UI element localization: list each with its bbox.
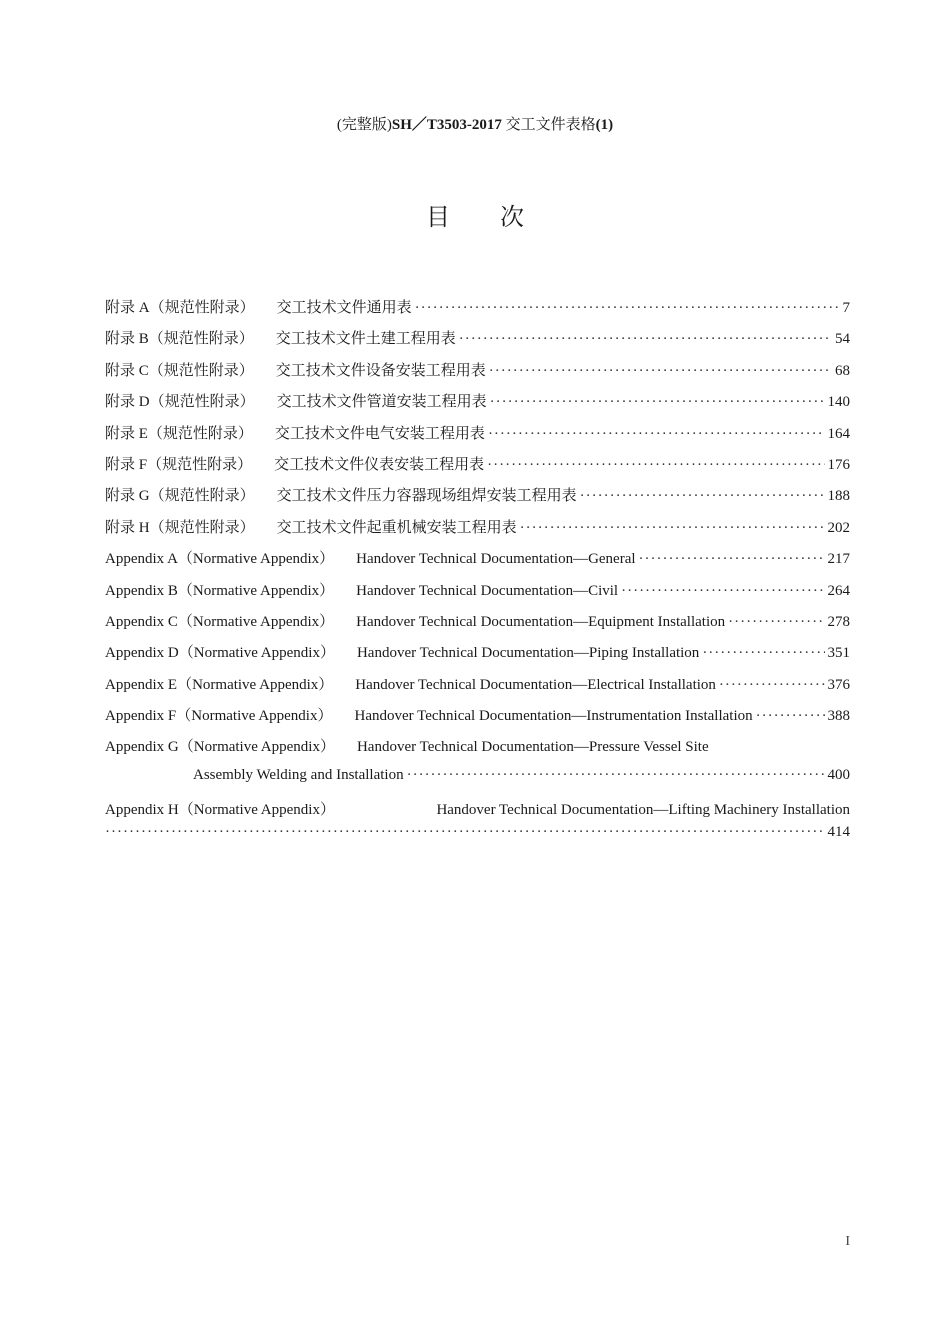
dot-leader	[487, 457, 824, 474]
toc-entry-page: 7	[842, 300, 850, 316]
toc-entry-label: Appendix B（Normative Appendix）	[105, 582, 335, 599]
toc-entry-label: 附录 G（规范性附录）	[105, 488, 255, 505]
dot-leader	[488, 426, 825, 443]
toc-entry-g[interactable]	[105, 735, 850, 766]
toc-entry-title: Handover Technical Documentation—Instrumentation Installation	[354, 708, 753, 725]
toc-entry[interactable]	[105, 296, 850, 327]
toc-entry[interactable]	[105, 327, 850, 358]
toc-entry[interactable]	[105, 610, 850, 641]
toc-entry-label: Appendix D（Normative Appendix）	[105, 645, 335, 662]
table-of-contents	[105, 296, 850, 856]
toc-entry[interactable]	[105, 516, 850, 547]
title-prefix: (完整版)	[336, 117, 392, 133]
toc-entry-page: 176	[827, 456, 850, 473]
dot-leader	[415, 300, 840, 317]
toc-entry-label: Appendix C（Normative Appendix）	[105, 613, 335, 630]
toc-entry-title: 交工技术文件压力容器现场组焊安装工程用表	[276, 488, 577, 505]
toc-entry-page: 264	[827, 582, 850, 599]
toc-entry-h[interactable]	[105, 798, 850, 824]
toc-entry-title: 交工技术文件通用表	[276, 300, 412, 316]
toc-entry-title: Handover Technical Documentation—Civil	[356, 582, 619, 599]
toc-entry-label: 附录 E（规范性附录）	[105, 425, 253, 442]
dot-leader	[728, 614, 824, 631]
toc-entry-label: 附录 F（规范性附录）	[105, 456, 253, 473]
toc-entry-label: Appendix F（Normative Appendix）	[105, 708, 333, 725]
toc-entry-title-continued: Assembly Welding and Installation	[193, 766, 404, 783]
document-title	[0, 114, 950, 136]
toc-entry-title: Handover Technical Documentation—Electrical Installation	[355, 676, 716, 693]
toc-entry-page: 388	[827, 708, 850, 725]
toc-entry[interactable]	[105, 641, 850, 672]
dot-leader	[105, 824, 825, 841]
toc-entry-page: 217	[827, 551, 850, 568]
toc-entry[interactable]	[105, 359, 850, 390]
toc-english-entries	[105, 547, 850, 735]
toc-entry-label: 附录 D（规范性附录）	[105, 394, 255, 411]
toc-entry-page: 376	[827, 676, 850, 693]
dot-leader	[621, 583, 824, 600]
dot-leader	[719, 677, 825, 694]
toc-entry-page: 164	[827, 425, 850, 442]
toc-entry-title: Handover Technical Documentation—Equipment Installation	[356, 613, 726, 630]
toc-entry-title: Handover Technical Documentation—Pressure Vessel Site	[356, 739, 709, 756]
toc-entry-label: Appendix H（Normative Appendix）	[105, 802, 335, 819]
toc-entry-page: 68	[835, 362, 850, 379]
toc-entry-page: 278	[827, 613, 850, 630]
toc-entry-title: 交工技术文件土建工程用表	[275, 331, 456, 348]
toc-entry-label: 附录 H（规范性附录）	[105, 519, 255, 536]
dot-leader	[459, 331, 832, 348]
toc-entry-label: 附录 C（规范性附录）	[105, 362, 254, 379]
toc-entry-page: 400	[827, 766, 850, 783]
dot-leader	[520, 520, 825, 537]
dot-leader	[490, 394, 825, 411]
toc-entry-label: Appendix G（Normative Appendix）	[105, 739, 335, 756]
toc-entry-page: 351	[827, 645, 850, 662]
dot-leader	[756, 708, 825, 725]
toc-entry-title: 交工技术文件起重机械安装工程用表	[276, 519, 517, 536]
toc-entry-title: Handover Technical Documentation—Lifting Machinery Installation	[436, 802, 850, 819]
toc-entry-title: 交工技术文件仪表安装工程用表	[274, 456, 485, 473]
toc-entry-h-continued[interactable]	[105, 824, 850, 855]
toc-entry[interactable]	[105, 547, 850, 578]
toc-entry[interactable]	[105, 390, 850, 421]
toc-entry-label: Appendix E（Normative Appendix）	[105, 676, 334, 693]
toc-entry[interactable]	[105, 673, 850, 704]
dot-leader	[702, 645, 824, 662]
dot-leader	[639, 551, 825, 568]
page-number: I	[845, 1234, 850, 1249]
title-suffix: 交工文件表格	[505, 117, 596, 133]
toc-entry-label: 附录 A（规范性附录）	[105, 300, 255, 316]
toc-entry-title: Handover Technical Documentation—General	[356, 551, 636, 568]
toc-entry-title: Handover Technical Documentation—Piping Installation	[356, 645, 700, 662]
toc-entry[interactable]	[105, 704, 850, 735]
toc-entry-page: 188	[827, 488, 850, 505]
toc-entry-page: 414	[827, 824, 850, 841]
toc-entry-title: 交工技术文件管道安装工程用表	[276, 394, 487, 411]
toc-chinese-entries	[105, 296, 850, 547]
toc-entry[interactable]	[105, 579, 850, 610]
dot-leader	[580, 488, 825, 505]
toc-entry-label: 附录 B（规范性附录）	[105, 331, 254, 348]
dot-leader	[489, 363, 832, 380]
title-volume: (1)	[595, 117, 614, 133]
toc-entry-title: 交工技术文件设备安装工程用表	[275, 362, 486, 379]
toc-entry-page: 54	[835, 331, 850, 348]
toc-entry-page: 202	[827, 519, 850, 536]
title-code: SH／T3503-2017	[391, 117, 502, 133]
toc-entry-title: 交工技术文件电气安装工程用表	[274, 425, 485, 442]
toc-entry[interactable]	[105, 422, 850, 453]
toc-heading: 目次	[426, 205, 574, 231]
dot-leader	[407, 767, 825, 784]
toc-entry-page: 140	[827, 394, 850, 411]
toc-entry[interactable]	[105, 484, 850, 515]
toc-entry[interactable]	[105, 453, 850, 484]
toc-entry-g-continued[interactable]	[105, 767, 850, 798]
toc-entry-label: Appendix A（Normative Appendix）	[105, 551, 335, 568]
